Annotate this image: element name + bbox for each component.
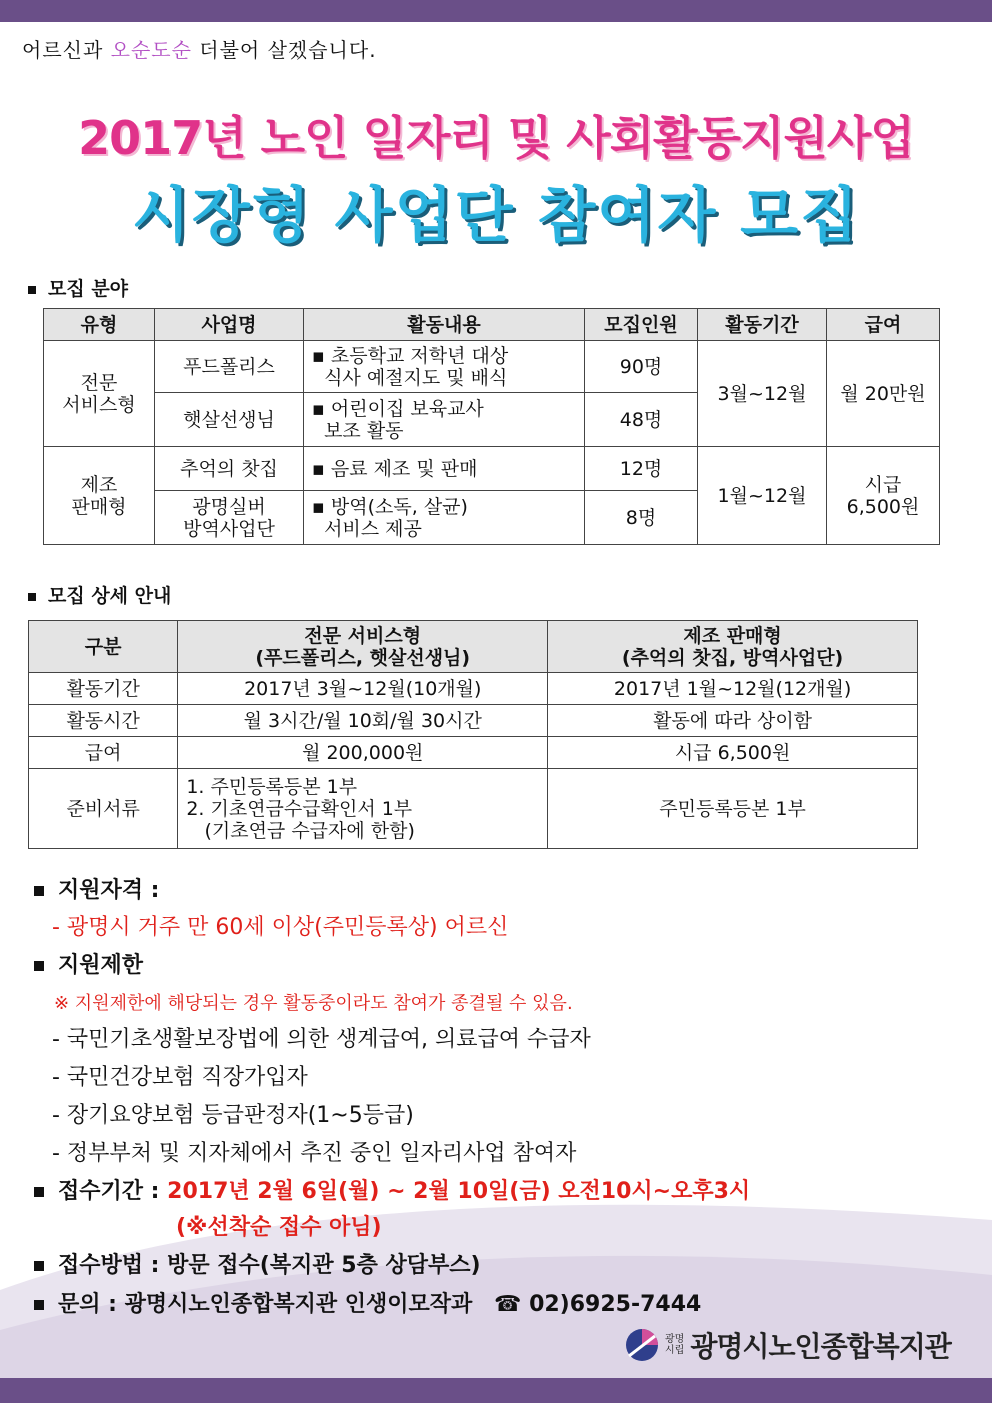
tagline-pre: 어르신과	[22, 38, 104, 62]
service-cell: 월 200,000원	[178, 737, 548, 769]
period-label: 접수기간 :	[58, 1179, 160, 1204]
restriction-note: ※ 지원제한에 해당되는 경우 활동중이라도 참여가 종결될 수 있음.	[54, 993, 573, 1014]
bullet-square-icon	[34, 886, 44, 896]
bullet-square-icon	[34, 961, 44, 971]
th-service: 전문 서비스형 (푸드폴리스, 햇살선생님)	[178, 621, 548, 673]
content-cell: ▪ 어린이집 보육교사 보조 활동	[304, 393, 585, 447]
title-line-1: 2017년 노인 일자리 및 사회활동지원사업	[78, 111, 914, 165]
bullet-square-icon	[28, 286, 36, 294]
tagline-accent: 오순도순	[110, 38, 192, 62]
section-title: 모집 상세 안내	[48, 585, 172, 607]
section-recruit-fields	[28, 274, 128, 301]
row-label: 활동기간	[29, 673, 178, 705]
restriction-item: - 정부부처 및 지자체에서 추진 중인 일자리사업 참여자	[52, 1141, 577, 1166]
recruit-fields-table	[43, 308, 940, 545]
name-cell: 추억의 찻집	[155, 447, 304, 491]
service-cell: 월 3시간/월 10회/월 30시간	[178, 705, 548, 737]
th-name: 사업명	[155, 309, 304, 341]
manufacture-cell: 주민등록등본 1부	[548, 769, 918, 849]
th-manufacture: 제조 판매형 (추억의 찻집, 방역사업단)	[548, 621, 918, 673]
name-cell: 푸드폴리스	[155, 341, 304, 393]
tagline-post: 더불어 살겠습니다.	[199, 38, 377, 62]
bottom-bar	[0, 1378, 992, 1403]
row-label: 준비서류	[29, 769, 178, 849]
restriction-item: - 국민건강보험 직장가입자	[52, 1065, 308, 1090]
eligibility-heading	[34, 873, 159, 904]
method-label: 접수방법 : 방문 접수(복지관 5층 상담부스)	[58, 1253, 481, 1278]
th-type: 유형	[44, 309, 155, 341]
manufacture-cell: 시급 6,500원	[548, 737, 918, 769]
section-title: 모집 분야	[48, 278, 129, 300]
period-line	[34, 1174, 750, 1205]
content-cell: ▪ 음료 제조 및 판매	[304, 447, 585, 491]
th-pay: 급여	[827, 309, 940, 341]
th-content: 활동내용	[304, 309, 585, 341]
restriction-heading	[34, 948, 143, 979]
logo-name: 광명시노인종합복지관	[690, 1330, 951, 1363]
service-cell: 1. 주민등록등본 1부 2. 기초연금수급확인서 1부 (기초연금 수급자에 한함)	[178, 769, 548, 849]
method-line	[34, 1248, 481, 1279]
eligibility-label: 지원자격 :	[58, 878, 160, 903]
bullet-square-icon	[34, 1187, 44, 1197]
count-cell: 48명	[585, 393, 698, 447]
count-cell: 12명	[585, 447, 698, 491]
name-cell: 햇살선생님	[155, 393, 304, 447]
section-detail-guide	[28, 581, 171, 608]
content-cell: ▪ 방역(소독, 살균) 서비스 제공	[304, 491, 585, 545]
title-line-2: 시장형 사업단 참여자 모집	[131, 181, 861, 251]
th-category: 구분	[29, 621, 178, 673]
count-cell: 90명	[585, 341, 698, 393]
type-cell: 전문 서비스형	[44, 341, 155, 447]
contact-label: 문의 : 광명시노인종합복지관 인생이모작과	[58, 1292, 473, 1317]
eligibility-detail: - 광명시 거주 만 60세 이상(주민등록상) 어르신	[52, 915, 509, 940]
top-bar	[0, 0, 992, 22]
logo-emblem-icon	[625, 1328, 659, 1362]
manufacture-cell: 2017년 1월~12월(12개월)	[548, 673, 918, 705]
bullet-square-icon	[34, 1300, 44, 1310]
welfare-center-logo	[625, 1325, 951, 1365]
th-count: 모집인원	[585, 309, 698, 341]
detail-guide-table	[28, 620, 918, 849]
bullet-square-icon	[28, 593, 36, 601]
logo-small-text: 광명 시립	[665, 1334, 685, 1356]
row-label: 활동시간	[29, 705, 178, 737]
tagline	[22, 34, 377, 63]
count-cell: 8명	[585, 491, 698, 545]
type-cell: 제조 판매형	[44, 447, 155, 545]
contact-phone: ☎ 02)6925-7444	[494, 1292, 702, 1317]
th-period: 활동기간	[698, 309, 827, 341]
pay-cell: 월 20만원	[827, 341, 940, 447]
contact-line	[34, 1287, 701, 1318]
restriction-item: - 국민기초생활보장법에 의한 생계급여, 의료급여 수급자	[52, 1027, 591, 1052]
service-cell: 2017년 3월~12월(10개월)	[178, 673, 548, 705]
restriction-item: - 장기요양보험 등급판정자(1~5등급)	[52, 1103, 414, 1128]
period-value: 2017년 2월 6일(월) ~ 2월 10일(금) 오전10시~오후3시	[167, 1179, 751, 1204]
restriction-label: 지원제한	[58, 953, 144, 978]
period-cell: 1월~12월	[698, 447, 827, 545]
bullet-square-icon	[34, 1261, 44, 1271]
pay-cell: 시급 6,500원	[827, 447, 940, 545]
content-cell: ▪ 초등학교 저학년 대상 식사 예절지도 및 배식	[304, 341, 585, 393]
period-cell: 3월~12월	[698, 341, 827, 447]
period-note: (※선착순 접수 아님)	[176, 1215, 382, 1240]
row-label: 급여	[29, 737, 178, 769]
manufacture-cell: 활동에 따라 상이함	[548, 705, 918, 737]
name-cell: 광명실버 방역사업단	[155, 491, 304, 545]
